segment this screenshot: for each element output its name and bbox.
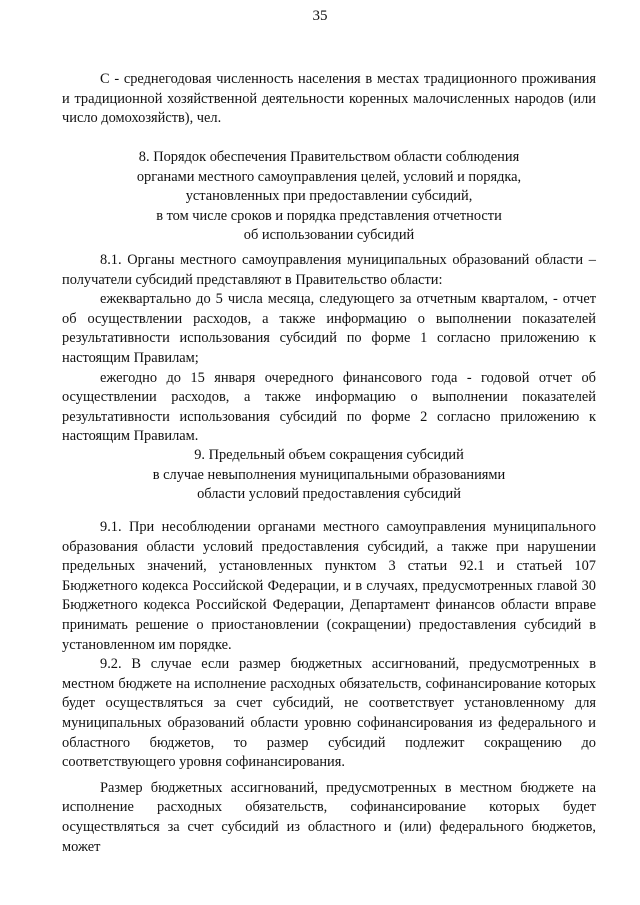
heading-line: 8. Порядок обеспечения Правительством области соблюдения — [138, 149, 520, 165]
paragraph-budget-size: Размер бюджетных ассигнований, предусмотренных в местном бюджете на исполнение расходных обязательств, софинансирование которых будет осуществляться за счет субсидий из областного и (или) федерального бюджетов, может — [62, 779, 596, 855]
heading-line: органами местного самоуправления целей, условий и порядка, — [136, 168, 522, 185]
section-8-body — [62, 251, 596, 447]
paragraph-9-1: 9.1. При несоблюдении органами местного самоуправления муниципального образования области условий предоставления субсидий, а также при нарушении предельных значений, установленных пунктом 3 статьи 92.1 и статьей 107 Бюджетного кодекса Российской Федерации, и в случаях, предусмотренных главой 30 Бюджетного кодекса Российской Федерации, Департамент финансов области вправе принимать решение о приостановлении (сокращении) предоставления субсидий в установленном им порядке. — [62, 519, 596, 653]
heading-line: об использовании субсидий — [243, 227, 415, 244]
section-9-heading — [62, 446, 596, 505]
heading-line: установленных при предоставлении субсидий, — [185, 188, 473, 205]
paragraph-c-definition — [62, 70, 596, 129]
heading-line: в случае невыполнения муниципальными образованиями — [152, 466, 506, 483]
paragraph-annual-report: ежегодно до 15 января очередного финансового года - годовой отчет об осуществлении расходов, а также информацию о выполнении показателей результативности использования субсидий по форме 2 согласно приложению к настоящим Правилам. — [62, 369, 596, 445]
section-9-body — [62, 518, 596, 857]
page-number: 35 — [312, 8, 328, 24]
paragraph-text: С - среднегодовая численность населения в местах традиционного проживания и традиционной хозяйственной деятельности коренных малочисленных народов (или число домохозяйств), чел. — [62, 71, 596, 127]
heading-line: 9. Предельный объем сокращения субсидий — [194, 447, 464, 463]
paragraph-8-1: 8.1. Органы местного самоуправления муниципальных образований области – получатели субсидий представляют в Правительство области: — [62, 252, 596, 288]
paragraph-9-2: 9.2. В случае если размер бюджетных ассигнований, предусмотренных в местном бюджете на исполнение расходных обязательств, софинансирование которых будет осуществляться за счет субсидий, не соответствует установленному для муниципальных образований области уровню софинансирования из федерального и областного бюджетов, то размер субсидий подлежит сокращению до соответствующего уровня софинансирования. — [62, 656, 596, 771]
heading-line: в том числе сроков и порядка представления отчетности — [156, 207, 502, 224]
section-8-heading — [62, 148, 596, 246]
paragraph-quarterly-report: ежеквартально до 5 числа месяца, следующего за отчетным кварталом, - отчет об осуществлении расходов, а также информацию о выполнении показателей результативности использования субсидий по форме 1 согласно приложению к настоящим Правилам; — [62, 291, 596, 366]
heading-line: области условий предоставления субсидий — [197, 486, 461, 503]
